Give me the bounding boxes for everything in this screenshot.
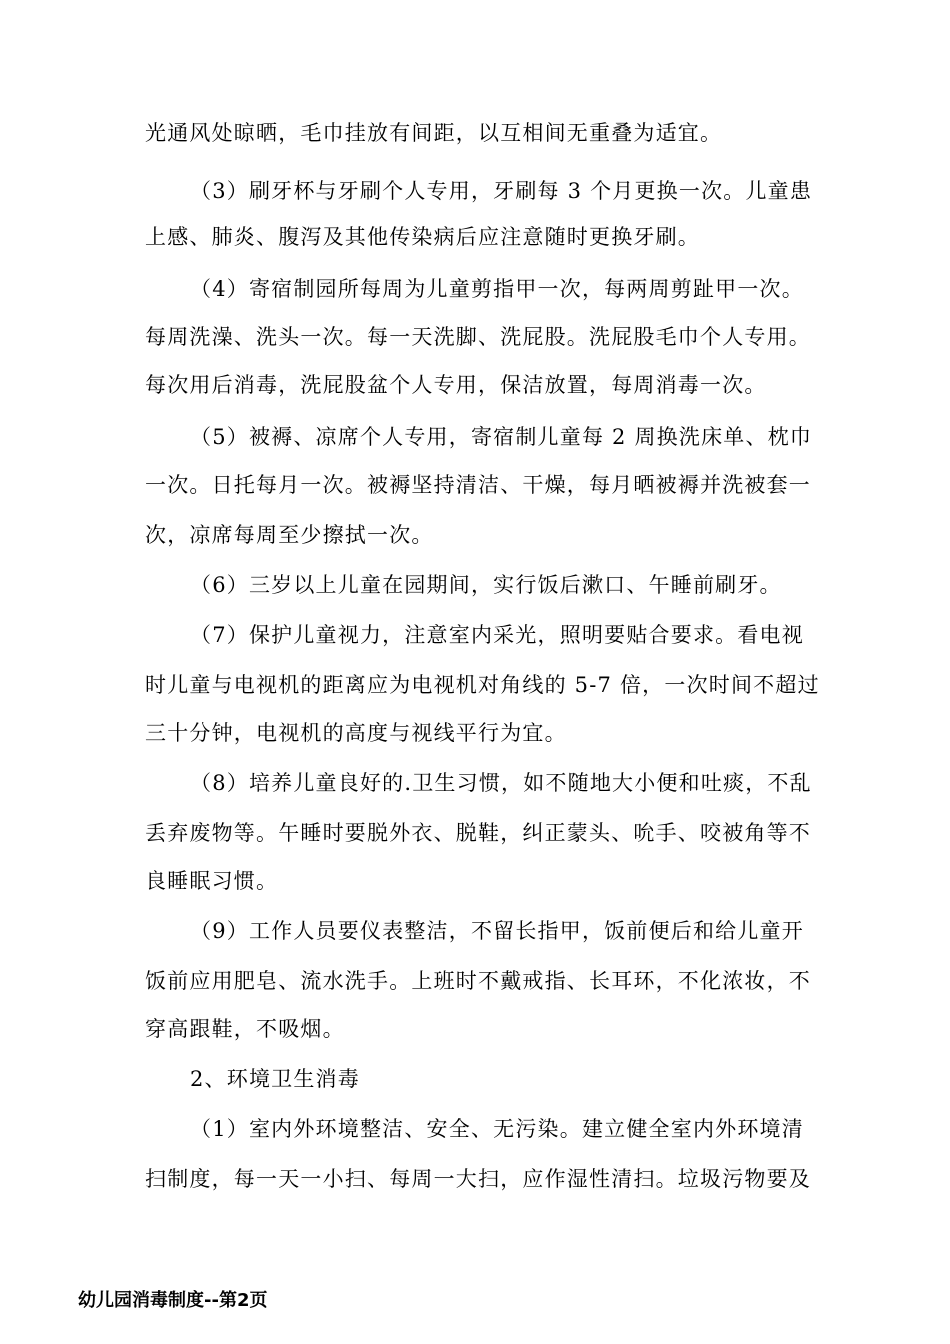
page-footer: 幼儿园消毒制度--第2页 <box>78 1290 268 1311</box>
body-text-line: 良睡眠习惯。 <box>145 869 279 893</box>
body-text-line: （6）三岁以上儿童在园期间，实行饭后漱口、午睡前刷牙。 <box>190 573 782 597</box>
section-heading: 2、环境卫生消毒 <box>190 1067 360 1091</box>
body-text-line: （8）培养儿童良好的.卫生习惯，如不随地大小便和吐痰，不乱 <box>190 771 812 795</box>
body-text-line: （1）室内外环境整洁、安全、无污染。建立健全室内外环境清 <box>190 1117 804 1141</box>
body-text-line: 每周洗澡、洗头一次。每一天洗脚、洗屁股。洗屁股毛巾个人专用。 <box>145 325 811 349</box>
body-text-line: 三十分钟，电视机的高度与视线平行为宜。 <box>145 721 567 745</box>
body-text-line: 丢弃废物等。午睡时要脱外衣、脱鞋，纠正蒙头、吮手、咬被角等不 <box>145 821 811 845</box>
body-text-line: （5）被褥、凉席个人专用，寄宿制儿童每 2 周换洗床单、枕巾 <box>190 425 813 449</box>
body-text-line: 穿高跟鞋，不吸烟。 <box>145 1017 345 1041</box>
body-text-line: （3）刷牙杯与牙刷个人专用，牙刷每 3 个月更换一次。儿童患 <box>190 179 813 203</box>
body-text-line: 次，凉席每周至少擦拭一次。 <box>145 523 434 547</box>
body-text-line: 每次用后消毒，洗屁股盆个人专用，保洁放置，每周消毒一次。 <box>145 373 767 397</box>
body-text-line: （4）寄宿制园所每周为儿童剪指甲一次，每两周剪趾甲一次。 <box>190 277 804 301</box>
body-text-line: 上感、肺炎、腹泻及其他传染病后应注意随时更换牙刷。 <box>145 225 700 249</box>
body-text-line: 一次。日托每月一次。被褥坚持清洁、干燥，每月晒被褥并洗被套一 <box>145 473 811 497</box>
body-text-line: 时儿童与电视机的距离应为电视机对角线的 5-7 倍，一次时间不超过 <box>145 673 820 697</box>
body-text-line: （9）工作人员要仪表整洁，不留长指甲，饭前便后和给儿童开 <box>190 919 804 943</box>
body-text-line: 光通风处晾晒，毛巾挂放有间距，以互相间无重叠为适宜。 <box>145 121 723 145</box>
body-text-line: （7）保护儿童视力，注意室内采光，照明要贴合要求。看电视 <box>190 623 804 647</box>
body-text-line: 扫制度，每一天一小扫、每周一大扫，应作湿性清扫。垃圾污物要及 <box>145 1167 811 1191</box>
body-text-line: 饭前应用肥皂、流水洗手。上班时不戴戒指、长耳环，不化浓妆，不 <box>145 969 811 993</box>
